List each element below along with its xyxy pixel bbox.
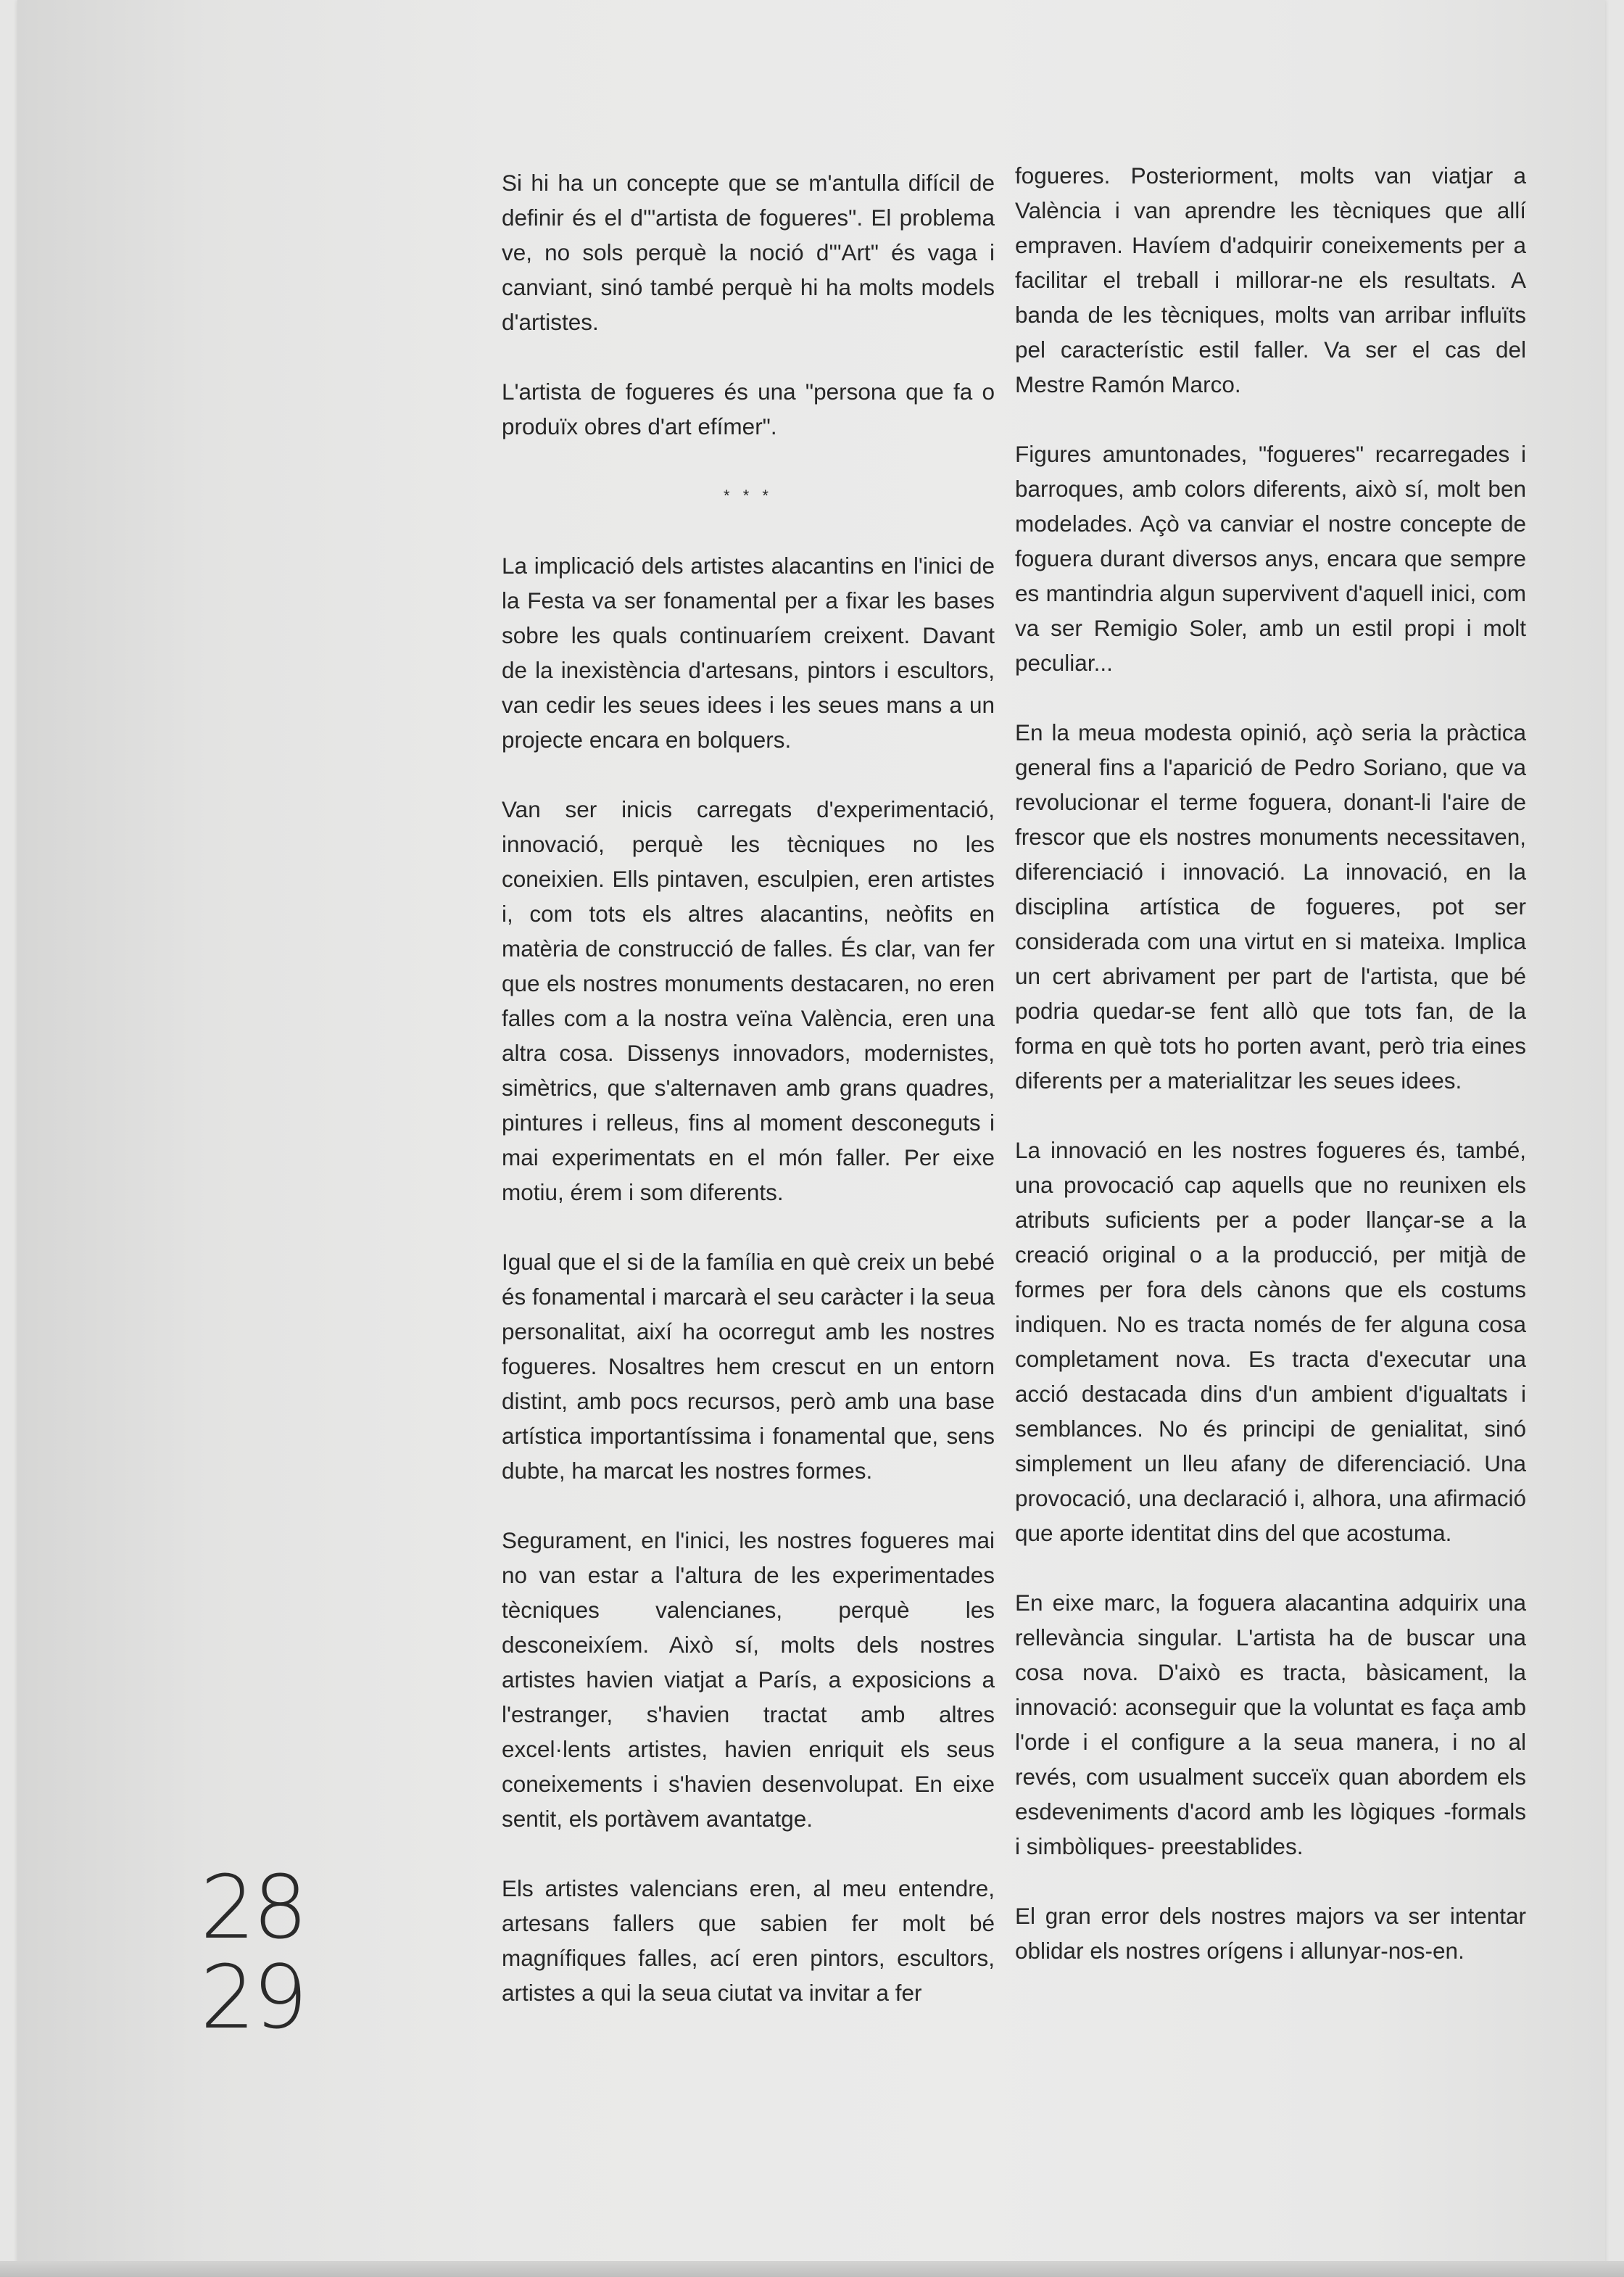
paragraph: El gran error dels nostres majors va ser intentar oblidar els nostres orígens i allunyar-nos-en. (1015, 1903, 1526, 1964)
paragraph: Segurament, en l'inici, les nostres fogueres mai no van estar a l'altura de les experimentades tècniques valencianes, perquè les desconeixíem. Això sí, molts dels nostres artistes havien viatjat a París, a exposicions a l'estranger, s'havien tractat amb altres excel·lents artistes, havien enriquit els seus coneixements i s'havien desenvolupat. En eixe sentit, els portàvem avantatge. (502, 1527, 995, 1832)
page-number-right: 29 (200, 1948, 305, 2049)
paragraph: La innovació en les nostres fogueres és, també, una provocació cap aquells que no reunixen els atributs suficients per a poder llançar-se a la creació original o a la producció, per mitjà de formes per fora dels cànons que els costums indiquen. No es tracta només de fer alguna cosa completament nova. Es tracta d'executar una acció destacada dins d'un ambient d'igualtats i semblances. No és principi de genialitat, sinó simplement un lleu afany de diferenciació. Una provocació, una declaració i, alhora, una afirmació que aporte identitat dins del que acostuma. (1015, 1137, 1526, 1546)
paragraph: Igual que el si de la família en què creix un bebé és fonamental i marcarà el seu caràcter i la seua personalitat, així ha ocorregut amb les nostres fogueres. Nosaltres hem crescut en un entorn distint, amb pocs recursos, però amb una base artística importantíssima i fonamental que, sens dubte, ha marcat les nostres formes. (502, 1249, 995, 1484)
paragraph: L'artista de fogueres és una "persona que fa o produïx obres d'art efímer". (502, 379, 995, 439)
text-column-left (502, 165, 995, 2045)
text-column-right (1015, 158, 1526, 2003)
paragraph: Si hi ha un concepte que se m'antulla difícil de definir és el d'"artista de fogueres". El problema ve, no sols perquè la noció d'"Art" és vaga i canviant, sinó també perquè hi ha molts models d'artistes. (502, 170, 995, 335)
page-numbers (200, 1858, 345, 2049)
paragraph: En eixe marc, la foguera alacantina adquirix una rellevància singular. L'artista ha de buscar una cosa nova. D'això es tracta, bàsicament, la innovació: aconseguir que la voluntat es faça amb l'orde i el configure a la seua manera, i no al revés, com usualment succeïx quan abordem els esdeveniments d'acord amb les lògiques -formals i simbòliques- preestablides. (1015, 1590, 1526, 1859)
paragraph: Figures amuntonades, "fogueres" recarregades i barroques, amb colors diferents, això sí, molt ben modelades. Açò va canviar el nostre concepte de foguera durant diversos anys, encara que sempre es mantindria algun supervivent d'aquell inici, com va ser Remigio Soler, amb un estil propi i molt peculiar... (1015, 441, 1526, 676)
paragraph: Els artistes valencians eren, al meu entendre, artesans fallers que sabien fer molt bé magnífiques falles, ací eren pintors, escultors, artistes a qui la seua ciutat va invitar a fer (502, 1875, 995, 2006)
paragraph: La implicació dels artistes alacantins en l'inici de la Festa va ser fonamental per a fixar les bases sobre les quals continuaríem creixent. Davant de la inexistència d'artesans, pintors i escultors, van cedir les seues idees i les seues mans a un projecte encara en bolquers. (502, 553, 995, 753)
paragraph: Van ser inicis carregats d'experimentació, innovació, perquè les tècniques no les coneixien. Ells pintaven, esculpien, eren artistes i, com tots els altres alacantins, neòfits en matèria de construcció de falles. És clar, van fer que els nostres monuments destacaren, no eren falles com a la nostra veïna València, eren una altra cosa. Dissenys innovadors, modernistes, simètrics, que s'alternaven amb grans quadres, pintures i relleus, fins al moment desconeguts i mai experimentats en el món faller. Per eixe motiu, érem i som diferents. (502, 796, 995, 1205)
page-number-left: 28 (200, 1858, 305, 1959)
paragraph: fogueres. Posteriorment, molts van viatjar a València i van aprendre les tècniques que allí empraven. Havíem d'adquirir coneixements per a facilitar el treball i millorar-ne els resultats. A banda de les tècniques, molts van arribar influïts pel característic estil faller. Va ser el cas del Mestre Ramón Marco. (1015, 162, 1526, 397)
section-separator: * * * (724, 487, 773, 505)
page-bottom-edge (0, 2261, 1624, 2277)
paragraph: En la meua modesta opinió, açò seria la pràctica general fins a l'aparició de Pedro Soriano, que va revolucionar el terme foguera, donant-li l'aire de frescor que els nostres monuments necessitaven, diferenciació i innovació. La innovació, en la disciplina artística de fogueres, pot ser considerada com una virtut en si mateixa. Implica un cert abrivament per part de l'artista, que bé podria quedar-se fent allò que tots fan, de la forma en què tots ho porten avant, però tria eines diferents per a materialitzar les seues idees. (1015, 719, 1526, 1094)
